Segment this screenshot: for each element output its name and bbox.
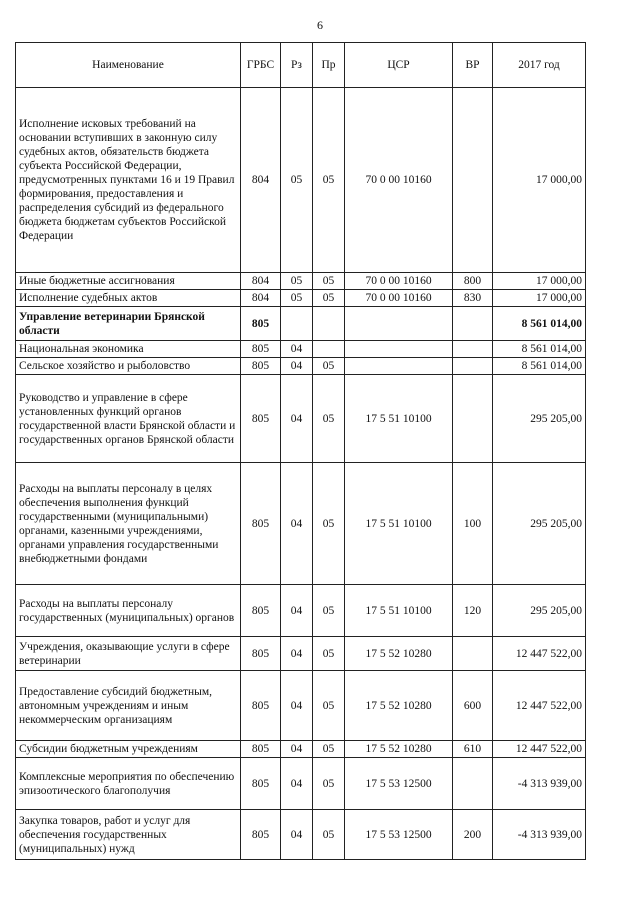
row-amount: -4 313 939,00 (493, 810, 586, 860)
row-csr (345, 341, 453, 358)
row-pr: 05 (313, 463, 345, 585)
col-rz-header: Рз (281, 43, 313, 88)
row-csr: 17 5 53 12500 (345, 810, 453, 860)
row-rz: 04 (281, 741, 313, 758)
row-csr (345, 358, 453, 375)
row-name: Предоставление субсидий бюджетным, автономным учреждениям и иным некоммерческим организациям (16, 671, 241, 741)
row-pr: 05 (313, 671, 345, 741)
row-csr: 17 5 51 10100 (345, 375, 453, 463)
table-row (16, 273, 586, 290)
table-row (16, 671, 586, 741)
row-name: Субсидии бюджетным учреждениям (16, 741, 241, 758)
row-vr (453, 307, 493, 341)
row-grbs: 805 (241, 671, 281, 741)
row-rz: 05 (281, 273, 313, 290)
row-pr: 05 (313, 810, 345, 860)
row-csr: 17 5 53 12500 (345, 758, 453, 810)
table-row (16, 88, 586, 273)
col-vr-header: ВР (453, 43, 493, 88)
row-amount: 12 447 522,00 (493, 671, 586, 741)
row-grbs: 805 (241, 463, 281, 585)
row-grbs: 804 (241, 290, 281, 307)
row-amount: 8 561 014,00 (493, 341, 586, 358)
row-amount: 295 205,00 (493, 463, 586, 585)
row-csr: 17 5 51 10100 (345, 585, 453, 637)
col-pr-header: Пр (313, 43, 345, 88)
row-pr: 05 (313, 88, 345, 273)
row-pr: 05 (313, 637, 345, 671)
row-rz: 05 (281, 290, 313, 307)
row-vr: 600 (453, 671, 493, 741)
table-row (16, 758, 586, 810)
row-csr: 17 5 52 10280 (345, 637, 453, 671)
row-vr: 100 (453, 463, 493, 585)
row-pr: 05 (313, 273, 345, 290)
row-name: Национальная экономика (16, 341, 241, 358)
row-name: Расходы на выплаты персоналу в целях обеспечения выполнения функций государственными (муниципальными) органами, казенными учреждениями, органами управления государственными внебюджетными фондами (16, 463, 241, 585)
table-row (16, 585, 586, 637)
row-name: Закупка товаров, работ и услуг для обеспечения государственных (муниципальных) нужд (16, 810, 241, 860)
row-grbs: 805 (241, 307, 281, 341)
table-row (16, 358, 586, 375)
row-amount: 295 205,00 (493, 585, 586, 637)
row-csr: 17 5 52 10280 (345, 741, 453, 758)
row-amount: -4 313 939,00 (493, 758, 586, 810)
row-rz: 04 (281, 341, 313, 358)
row-rz: 05 (281, 88, 313, 273)
budget-table (15, 42, 586, 860)
row-csr: 70 0 00 10160 (345, 290, 453, 307)
row-amount: 17 000,00 (493, 88, 586, 273)
row-grbs: 805 (241, 741, 281, 758)
row-vr (453, 375, 493, 463)
row-name: Исполнение исковых требований на основании вступивших в законную силу судебных актов, обязательств бюджета субъекта Российской Федерации, предусмотренных пунктами 16 и 19 Правил формирования, предоставления и распределения субсидий из федерального бюджета бюджетам субъектов Российской Федерации (16, 88, 241, 273)
row-name: Управление ветеринарии Брянской области (16, 307, 241, 341)
row-name: Сельское хозяйство и рыболовство (16, 358, 241, 375)
row-amount: 295 205,00 (493, 375, 586, 463)
row-amount: 12 447 522,00 (493, 637, 586, 671)
row-rz: 04 (281, 637, 313, 671)
row-vr: 200 (453, 810, 493, 860)
table-row (16, 341, 586, 358)
row-grbs: 805 (241, 358, 281, 375)
row-vr (453, 341, 493, 358)
row-rz: 04 (281, 671, 313, 741)
row-grbs: 805 (241, 810, 281, 860)
row-pr (313, 307, 345, 341)
table-row (16, 307, 586, 341)
row-name: Расходы на выплаты персоналу государственных (муниципальных) органов (16, 585, 241, 637)
row-pr: 05 (313, 758, 345, 810)
row-csr: 70 0 00 10160 (345, 88, 453, 273)
row-name: Исполнение судебных актов (16, 290, 241, 307)
table-row (16, 810, 586, 860)
row-csr: 70 0 00 10160 (345, 273, 453, 290)
row-grbs: 804 (241, 273, 281, 290)
row-rz: 04 (281, 810, 313, 860)
col-name-header: Наименование (16, 43, 241, 88)
row-name: Учреждения, оказывающие услуги в сфере ветеринарии (16, 637, 241, 671)
row-rz: 04 (281, 375, 313, 463)
row-name: Иные бюджетные ассигнования (16, 273, 241, 290)
row-pr (313, 341, 345, 358)
row-csr: 17 5 51 10100 (345, 463, 453, 585)
col-csr-header: ЦСР (345, 43, 453, 88)
row-amount: 8 561 014,00 (493, 358, 586, 375)
row-grbs: 805 (241, 341, 281, 358)
row-vr: 830 (453, 290, 493, 307)
row-vr (453, 637, 493, 671)
row-rz: 04 (281, 585, 313, 637)
row-grbs: 805 (241, 758, 281, 810)
row-csr: 17 5 52 10280 (345, 671, 453, 741)
row-vr: 610 (453, 741, 493, 758)
col-year-header: 2017 год (493, 43, 586, 88)
row-rz: 04 (281, 758, 313, 810)
row-grbs: 804 (241, 88, 281, 273)
row-vr (453, 758, 493, 810)
row-grbs: 805 (241, 637, 281, 671)
row-amount: 17 000,00 (493, 290, 586, 307)
header-row (16, 43, 586, 88)
row-grbs: 805 (241, 585, 281, 637)
row-rz (281, 307, 313, 341)
row-rz: 04 (281, 358, 313, 375)
row-vr (453, 88, 493, 273)
row-pr: 05 (313, 290, 345, 307)
row-rz: 04 (281, 463, 313, 585)
row-pr: 05 (313, 375, 345, 463)
col-grbs-header: ГРБС (241, 43, 281, 88)
table-row (16, 375, 586, 463)
row-vr (453, 358, 493, 375)
page-number: 6 (317, 18, 323, 32)
row-name: Комплексные мероприятия по обеспечению эпизоотического благополучия (16, 758, 241, 810)
row-amount: 12 447 522,00 (493, 741, 586, 758)
table-row (16, 637, 586, 671)
row-pr: 05 (313, 358, 345, 375)
row-amount: 8 561 014,00 (493, 307, 586, 341)
row-name: Руководство и управление в сфере установленных функций органов государственной власти Брянской области и государственных органов Брянской области (16, 375, 241, 463)
row-amount: 17 000,00 (493, 273, 586, 290)
row-vr: 800 (453, 273, 493, 290)
row-csr (345, 307, 453, 341)
row-vr: 120 (453, 585, 493, 637)
table-row (16, 290, 586, 307)
row-pr: 05 (313, 585, 345, 637)
table-row (16, 741, 586, 758)
table-row (16, 463, 586, 585)
row-grbs: 805 (241, 375, 281, 463)
row-pr: 05 (313, 741, 345, 758)
